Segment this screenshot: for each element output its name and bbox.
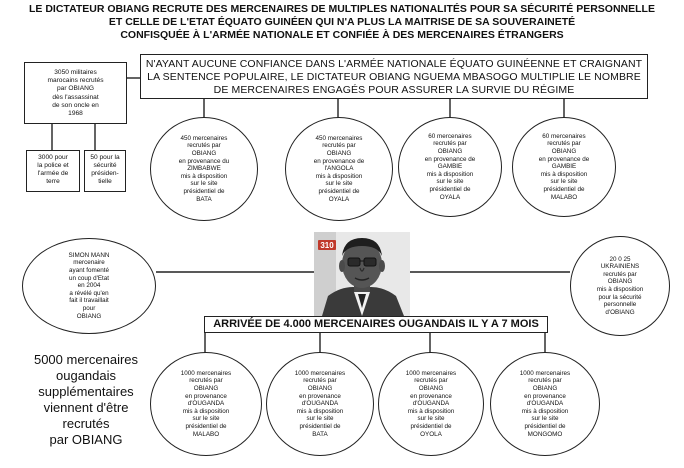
side-line: ougandais (56, 368, 116, 383)
moroccan-police-box (26, 150, 80, 192)
circle-line: 450 mercenaires (315, 134, 363, 142)
circle-line: 1000 mercenaires (294, 369, 346, 377)
headline-line: DE MERCENAIRES ENGAGÉS POUR ASSURER LA SURVIE DU RÉGIME (213, 84, 575, 96)
circle-gambia-oyala (398, 117, 502, 217)
circle-line: recrutés par (187, 142, 221, 150)
circle-line: MALABO (550, 193, 578, 201)
title-line: CONFISQUÉE À L'ARMÉE NATIONALE ET CONFIÉE À DES MERCENAIRES ÉTRANGERS (120, 29, 564, 41)
circle-line: ayant fomenté (69, 267, 109, 275)
box-line: la police et (37, 162, 69, 169)
circle-line: mis à disposition (296, 407, 344, 415)
circle-line: pour la sécurité (598, 293, 642, 301)
circle-line: OBIANG (191, 150, 217, 158)
circle-line: mis à disposition (315, 172, 363, 180)
circle-line: pour (82, 304, 96, 312)
circle-line: l'ANGOLA (324, 165, 354, 173)
circle-text (425, 133, 475, 201)
circle-uganda-oyola (378, 352, 484, 456)
circle-line: GAMBIE (437, 163, 463, 171)
circle-gambia-malabo (512, 117, 616, 217)
circle-simon-mann (22, 238, 156, 334)
circle-line: BATA (312, 430, 328, 438)
circle-line: OYALA (328, 195, 350, 203)
side-line: viennent d'être (43, 400, 129, 415)
circle-line: OBIANG (418, 385, 444, 393)
circle-line: mercenaire (73, 259, 105, 267)
circle-ukrainians (570, 236, 670, 336)
box-line: dès l'assassinat (52, 93, 99, 101)
circle-line: sur le site (306, 415, 334, 423)
box-line: l'armée de (37, 170, 69, 177)
circle-line: OYALA (439, 193, 461, 201)
circle-line: recrutés par (303, 377, 337, 385)
circle-line: OBIANG (607, 278, 633, 286)
circle-line: 1000 mercenaires (519, 369, 571, 377)
circle-line: présidentiel de (185, 422, 227, 430)
box-line: présiden- (91, 170, 119, 177)
circle-line: MALABO (192, 430, 220, 438)
circle-line: recrutés par (547, 140, 581, 148)
box-line: marocains recrutés (47, 77, 104, 85)
circle-line: OBIANG (437, 148, 463, 156)
circle-line: en provenance (299, 392, 341, 400)
circle-uganda-bata (266, 352, 374, 456)
circle-line: présidentiel de (410, 422, 452, 430)
circle-text (314, 135, 364, 203)
circle-text (406, 370, 456, 438)
circle-line: BATA (196, 195, 212, 203)
circle-uganda-malabo (150, 352, 262, 456)
circle-line: 1000 mercenaires (405, 369, 457, 377)
circle-line: présidentiel de (183, 187, 225, 195)
circle-line: OBIANG (532, 385, 558, 393)
circle-line: d'OUGANDA (187, 400, 225, 408)
side-line: 5000 mercenaires (33, 352, 139, 367)
circle-text (520, 370, 570, 438)
circle-angola (285, 117, 393, 221)
circle-text (597, 256, 644, 317)
circle-line: OYOLA (420, 430, 442, 438)
headline-line: LA SENTENCE POPULAIRE, LE DICTATEUR OBIANG NGUEMA MBASOGO MULTIPLIE LE NOMBRE (147, 71, 641, 83)
headline-line: N'AYANT AUCUNE CONFIANCE DANS L'ARMÉE NATIONALE ÉQUATO GUINÉENNE ET CRAIGNANT (145, 58, 643, 70)
circle-text (69, 252, 110, 320)
circle-line: mis à disposition (540, 170, 588, 178)
box-line: tielle (98, 178, 112, 185)
circle-line: en provenance (524, 392, 566, 400)
circle-line: mis à disposition (407, 407, 455, 415)
title-line: ET CELLE DE L'ETAT ÉQUATO GUINÉEN QUI N'A PLUS LA MAITRISE DE SA SOUVERAINETÉ (108, 16, 576, 28)
circle-line: sur le site (417, 415, 445, 423)
circle-line: OBIANG (326, 150, 352, 158)
circle-line: en provenance (410, 392, 452, 400)
circle-line: 20 0 25 (609, 255, 631, 263)
arrival-box (204, 316, 548, 333)
circle-line: d'OUGANDA (412, 400, 450, 408)
moroccan-security-box (84, 150, 126, 192)
circle-line: présidentiel de (429, 185, 471, 193)
circle-line: OBIANG (551, 148, 577, 156)
circle-line: MONGOMO (527, 430, 563, 438)
side-line: supplémentaires (38, 384, 134, 399)
circle-line: d'OBIANG (605, 308, 635, 316)
circle-line: GAMBIE (551, 163, 577, 171)
circle-line: sur le site (550, 178, 578, 186)
circle-line: recrutés par (603, 270, 637, 278)
circle-line: un coup d'Etat (68, 274, 110, 282)
circle-text (179, 135, 229, 203)
circle-line: OBIANG (307, 385, 333, 393)
box-line: 3050 militaires (54, 69, 97, 76)
circle-line: sur le site (190, 180, 218, 188)
circle-line: mis à disposition (182, 407, 230, 415)
circle-line: 450 mercenaires (180, 134, 228, 142)
circle-line: mis à disposition (596, 286, 644, 293)
circle-line: mis à disposition (180, 172, 228, 180)
circle-line: recrutés par (189, 377, 223, 385)
circle-uganda-mongomo (490, 352, 600, 456)
circle-line: 60 mercenaires (542, 132, 586, 140)
circle-line: OBIANG (76, 312, 102, 320)
circle-line: sur le site (325, 180, 353, 188)
title-line: LE DICTATEUR OBIANG RECRUTE DES MERCENAIRES DE MULTIPLES NATIONALITÉS POUR SA SÉCURITÉ PERSONNELLE (29, 3, 655, 15)
box-line: 3000 pour (38, 154, 68, 161)
circle-zimbabwe (150, 117, 258, 221)
circle-text (539, 133, 589, 201)
box-line: de son oncle en (52, 101, 99, 109)
circle-line: présidentiel de (524, 422, 566, 430)
side-line: par OBIANG (49, 432, 123, 447)
circle-line: d'OUGANDA (301, 400, 339, 408)
circle-line: SIMON MANN (68, 251, 110, 259)
circle-line: recrutés par (414, 377, 448, 385)
circle-line: 1000 mercenaires (180, 369, 232, 377)
circle-line: sur le site (436, 178, 464, 186)
circle-line: ZIMBABWE (187, 165, 221, 173)
circle-line: 60 mercenaires (428, 132, 472, 140)
arrival-text: ARRIVÉE DE 4.000 MERCENAIRES OUGANDAIS IL Y A 7 MOIS (213, 318, 539, 330)
circle-line: en provenance de (424, 155, 476, 163)
circle-text (295, 370, 345, 438)
portrait-image (314, 232, 410, 316)
circle-line: en 2004 (77, 282, 101, 290)
circle-line: d'OUGANDA (526, 400, 564, 408)
circle-line: en provenance (185, 392, 227, 400)
circle-line: sur le site (531, 415, 559, 423)
circle-line: présidentiel de (299, 422, 341, 430)
circle-line: recrutés par (528, 377, 562, 385)
circle-line: présidentiel de (543, 185, 585, 193)
circle-line: OBIANG (193, 385, 219, 393)
box-line: sécurité (93, 162, 117, 169)
photo-badge: 310 (320, 241, 334, 250)
box-line: par OBIANG (56, 85, 94, 93)
box-line: 50 pour la (90, 154, 120, 161)
circle-line: recrutés par (322, 142, 356, 150)
moroccan-box (24, 62, 127, 124)
circle-line: UKRAINIENS (600, 263, 640, 271)
headline-box (140, 54, 648, 99)
circle-line: en provenance de (538, 155, 590, 163)
box-line: 1968 (68, 110, 83, 118)
circle-line: mis à disposition (521, 407, 569, 415)
circle-line: a révélé qu'en (69, 289, 109, 297)
circle-line: mis à disposition (426, 170, 474, 178)
circle-line: fait il travaillait (69, 297, 109, 305)
side-line: recrutés (62, 416, 110, 431)
circle-line: en provenance de (313, 157, 365, 165)
circle-line: en provenance du (178, 157, 230, 165)
circle-line: présidentiel de (318, 187, 360, 195)
circle-line: personnelle (603, 301, 637, 309)
circle-line: recrutés par (433, 140, 467, 148)
circle-line: sur le site (192, 415, 220, 423)
box-line: terre (46, 178, 60, 185)
side-note (12, 352, 160, 448)
circle-text (181, 370, 231, 438)
page-title (8, 3, 676, 42)
